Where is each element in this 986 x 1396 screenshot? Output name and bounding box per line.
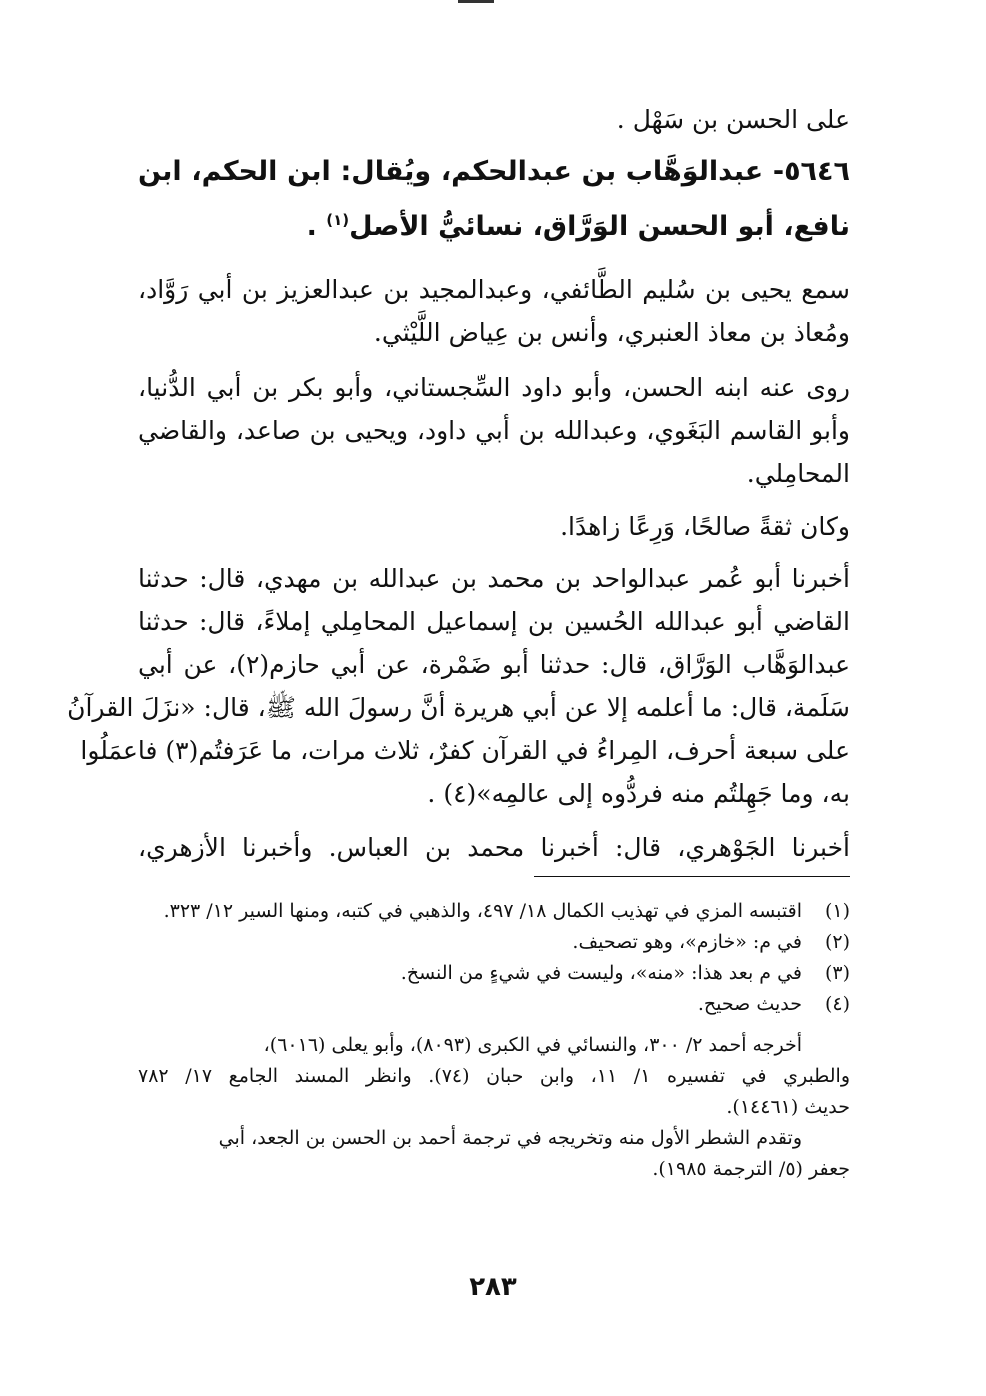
- entry-heading-line2: نافع، أبو الحسن الوَرَّاق، نسائيُّ الأصل$^{(١)}$ .: [306, 211, 850, 242]
- entry-heading-line1: ٥٦٤٦- عبدالوَهَّاب بن عبدالحكم، ويُقال: ابن الحكم، ابن: [138, 156, 850, 187]
- reliability-paragraph: وكان ثقةً صالحًا، وَرِعًا زاهدًا.: [560, 512, 850, 541]
- footnote-4-detail: أخرجه أحمد ٢/ ٣٠٠، والنسائي في الكبرى (٨٠٩٣)، وأبو يعلى (٦٠١٦)، والطبري في تفسيره ١/ ١١، وابن حبان (٧٤). وانظر المسند الجامع ١٧/ ٧٨٢ حديث (١٤٤٦١). وتقدم الشطر الأول منه وتخريجه في ترجمة أحمد بن الحسن بن الجعد، أبي جعفر (٥/ الترجمة ١٩٨٥).: [138, 1034, 851, 1180]
- footnote-3: (٣)في م بعد هذا: «منه»، وليست في شيءٍ من النسخ.: [400, 962, 850, 984]
- hadith-paragraph: أخبرنا أبو عُمر عبدالواحد بن محمد بن عبدالله بن مهدي، قال: حدثنا القاضي أبو عبدالله الحُسين بن إسماعيل المحامِلي إملاءً، قال: حدثنا عبدالوَهَّاب الوَرَّاق، قال: حدثنا أبو ضَمْرة، عن أبي حازم(٢)، عن أبي سَلَمة، قال: ما أعلمه إلا عن أبي هريرة أنَّ رسولَ الله ﷺ، قال: «نزَلَ القرآنُ على سبعة أحرف، المِراءُ في القرآن كفرٌ، ثلاث مرات، ما عَرَفتُم(٣) فاعمَلُوا به، وما جَهِلتُم منه فردُّوه إلى عالمِه»(٤) .: [67, 564, 851, 808]
- footnote-separator: [534, 876, 850, 877]
- footnote-1: (١)اقتبسه المزي في تهذيب الكمال ١٨/ ٤٩٧، والذهبي في كتبه، ومنها السير ١٢/ ٣٢٣.: [163, 900, 850, 922]
- top-edge-mark: [458, 0, 494, 3]
- entry-heading: [138, 148, 850, 251]
- page-number: ٢٨٣: [469, 1272, 517, 1302]
- narrators-paragraph: روى عنه ابنه الحسن، وأبو داود السِّجستاني، وأبو بكر بن أبي الدُّنيا، وأبو القاسم البَغَوي، وعبدالله بن أبي داود، ويحيى بن صاعد، والقاضي المحامِلي.: [138, 373, 850, 488]
- footnotes: [138, 896, 850, 1020]
- lead-line: على الحسن بن سَهْل .: [616, 105, 850, 134]
- teachers-paragraph: سمع يحيى بن سُليم الطَّائفي، وعبدالمجيد بن عبدالعزيز بن أبي رَوَّاد، ومُعاذ بن معاذ العنبري، وأنس بن عِياض اللَّيْثي.: [138, 275, 850, 347]
- footnote-ref-1: (١): [326, 211, 350, 229]
- next-chain-paragraph: أخبرنا الجَوْهري، قال: أخبرنا محمد بن العباس. وأخبرنا الأزهري،: [138, 833, 850, 862]
- footnote-4: (٤)حديث صحيح.: [697, 993, 850, 1015]
- footnote-2: (٢)في م: «خازم»، وهو تصحيف.: [572, 931, 850, 953]
